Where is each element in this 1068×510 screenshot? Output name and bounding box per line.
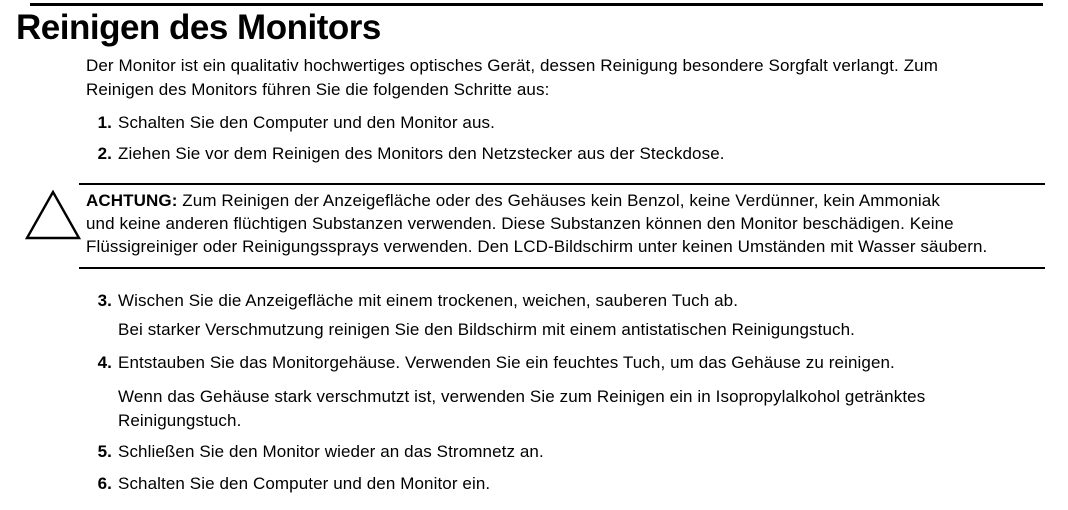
step-item-3 (0, 291, 1068, 313)
intro-line: Reinigen des Monitors führen Sie die folgenden Schritte aus: (86, 80, 550, 99)
step-item-2 (0, 144, 1068, 166)
step-subtext-line: Reinigungstuch. (118, 411, 242, 430)
intro-line: Der Monitor ist ein qualitativ hochwertiges optisches Gerät, dessen Reinigung besondere Sorgfalt verlangt. Zum (86, 56, 938, 75)
warning-label: ACHTUNG: (86, 191, 178, 210)
step-text: Schalten Sie den Computer und den Monitor ein. (118, 474, 491, 493)
step-item-4 (0, 353, 1068, 375)
step-subtext (0, 320, 1068, 342)
heading-rule (30, 3, 1043, 6)
step-number: 1. (97, 113, 112, 132)
warning-line (86, 191, 940, 211)
step-number: 5. (97, 442, 112, 461)
step-subtext (0, 411, 1068, 433)
step-item-1 (0, 113, 1068, 135)
step-number: 2. (97, 144, 112, 163)
step-number: 4. (97, 353, 112, 372)
step-subtext-line: Bei starker Verschmutzung reinigen Sie den Bildschirm mit einem antistatischen Reinigungstuch. (118, 320, 855, 339)
warning-line: Flüssigreiniger oder Reinigungssprays verwenden. Den LCD-Bildschirm unter keinen Umständen mit Wasser säubern. (86, 237, 988, 256)
warning-text: Zum Reinigen der Anzeigefläche oder des Gehäuses kein Benzol, keine Verdünner, kein Ammoniak (177, 191, 940, 210)
step-item-5 (0, 442, 1068, 464)
step-item-6 (0, 474, 1068, 496)
warning-triangle-icon (25, 190, 81, 246)
step-number: 6. (97, 474, 112, 493)
step-subtext-line: Wenn das Gehäuse stark verschmutzt ist, verwenden Sie zum Reinigen ein in Isopropylalkohol getränktes (118, 387, 926, 406)
step-text: Entstauben Sie das Monitorgehäuse. Verwenden Sie ein feuchtes Tuch, um das Gehäuse zu reinigen. (118, 353, 895, 372)
step-text: Wischen Sie die Anzeigefläche mit einem trockenen, weichen, sauberen Tuch ab. (118, 291, 739, 310)
warning-bottom-rule (79, 267, 1045, 269)
step-number: 3. (97, 291, 112, 310)
step-text: Schließen Sie den Monitor wieder an das Stromnetz an. (118, 442, 544, 461)
step-subtext (0, 387, 1068, 409)
warning-top-rule (79, 183, 1045, 185)
page-title: Reinigen des Monitors (16, 8, 381, 47)
warning-line: und keine anderen flüchtigen Substanzen verwenden. Diese Substanzen können den Monitor beschädigen. Keine (86, 214, 954, 233)
step-text: Schalten Sie den Computer und den Monitor aus. (118, 113, 495, 132)
step-text: Ziehen Sie vor dem Reinigen des Monitors den Netzstecker aus der Steckdose. (118, 144, 725, 163)
